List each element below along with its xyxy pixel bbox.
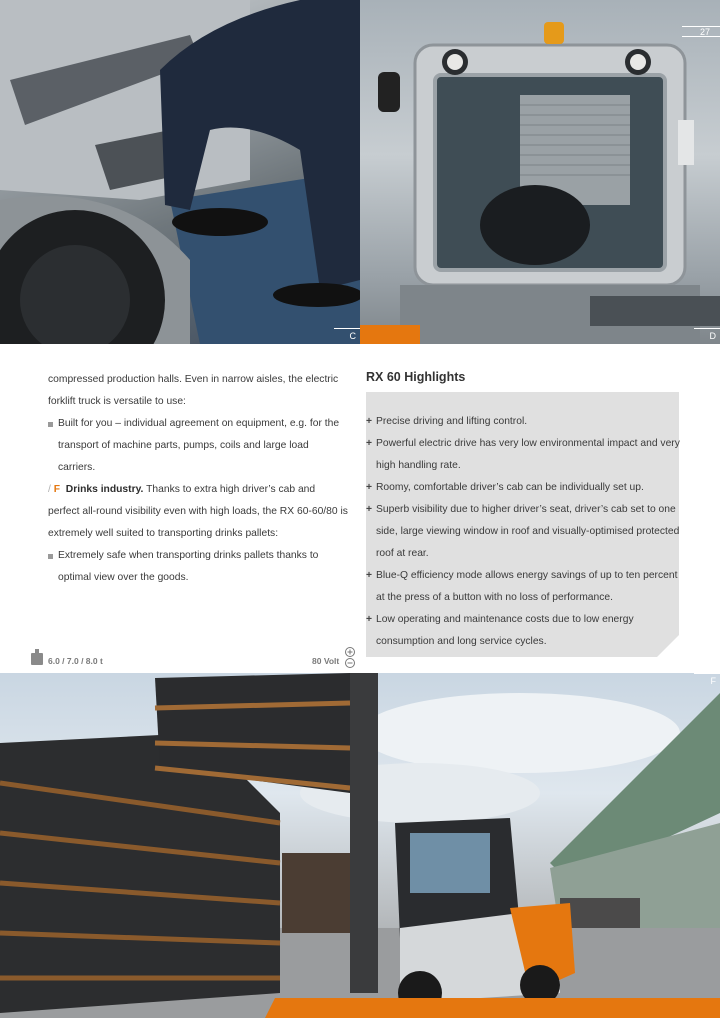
plus-icon: + [366,416,373,427]
bullet-extremely-safe [48,545,348,589]
highlight-item: + Low operating and maintenance costs due to low energy consumption and long service cycles. [366,609,684,653]
spec-voltage: 80 Volt [312,656,340,666]
photo-c-label: C [334,328,360,342]
spec-weight: 6.0 / 7.0 / 8.0 t [48,656,103,666]
section-f-text: Thanks to extra high driver’s cab and perfect all-round visibility even with high loads, the RX 60-60/80 is extremely well suited to transporting drinks pallets: [48,484,348,539]
plus-icon: + [366,570,373,581]
bullet-text: Extremely safe when transporting drinks pallets thanks to optimal view over the goods. [58,550,319,583]
bullet-text: Built for you – individual agreement on equipment, e.g. for the transport of machine parts, pumps, coils and large load carriers. [58,418,340,473]
section-f-paragraph [48,479,348,545]
battery-icon [344,647,356,669]
highlights-title: RX 60 Highlights [366,370,466,384]
photo-drinks-pallets-illustration [0,673,720,1018]
highlight-item: + Roomy, comfortable driver’s cab can be individually set up. [366,477,684,499]
spec-row [31,647,361,669]
page-number: 27 [682,26,720,37]
highlight-item: + Superb visibility due to higher driver’s seat, driver’s cab set to one side, large viewing window in roof and visually-optimised protected roof at rear. [366,499,684,565]
highlight-item: + Precise driving and lifting control. [366,411,684,433]
weight-icon [31,649,43,665]
plus-icon: + [366,482,373,493]
highlight-item: + Powerful electric drive has very low environmental impact and very high handling rate. [366,433,684,477]
plus-icon: + [366,438,373,449]
plus-icon: + [366,504,373,515]
photo-operator-step [0,0,360,344]
section-f-marker: / F [48,484,61,495]
plus-icon: + [366,614,373,625]
intro-paragraph: compressed production halls. Even in narrow aisles, the electric forklift truck is versatile to use: [48,374,339,407]
bullet-square-icon [48,554,53,559]
photo-d-label: D [694,328,720,342]
photo-operator-step-illustration [0,0,360,344]
highlight-item: + Blue-Q efficiency mode allows energy savings of up to ten percent at the press of a button with no loss of performance. [366,565,684,609]
photo-f-label: F [694,673,720,687]
highlights-list [366,411,684,653]
bullet-square-icon [48,422,53,427]
photo-forklift-cab-illustration [360,0,720,344]
bullet-built-for-you [48,413,348,479]
photo-drinks-pallets [0,673,720,1018]
photo-forklift-cab [360,0,720,344]
body-text-column [48,369,348,589]
section-f-heading: Drinks industry. [65,484,144,495]
